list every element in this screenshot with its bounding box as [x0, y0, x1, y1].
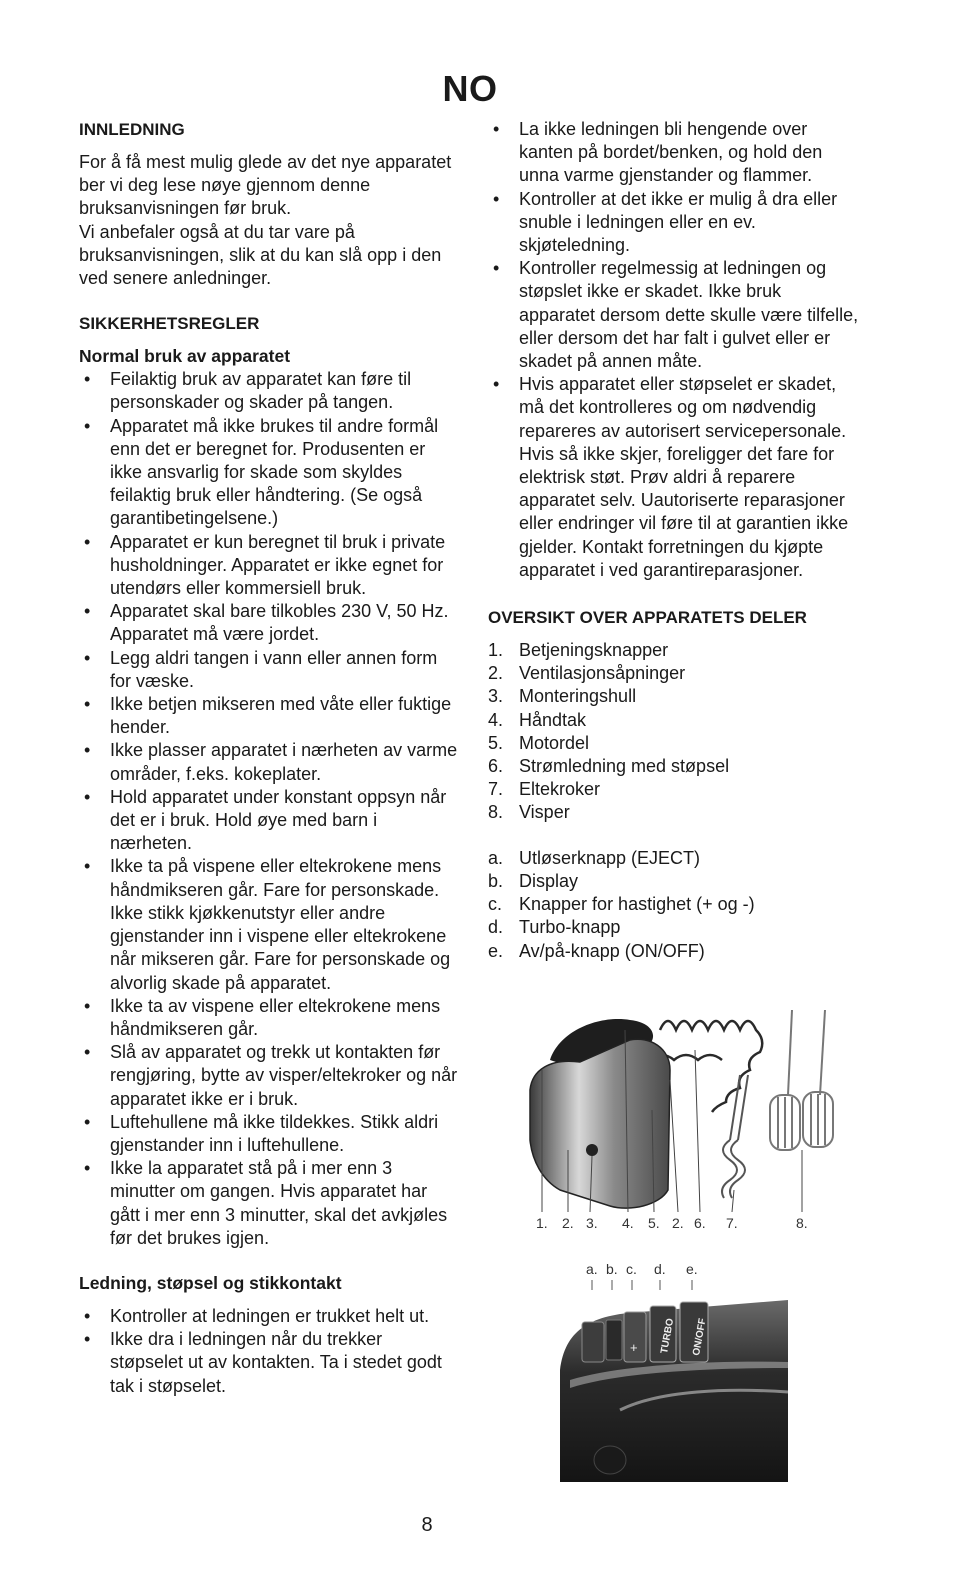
page-language-code: NO — [442, 68, 498, 109]
controls-list-item: c. Knapper for hastighet (+ og -) — [488, 894, 755, 915]
controls-list-item: d. Turbo-knapp — [488, 917, 621, 938]
list-item: • Hvis apparatet eller støpselet er skadet, må det kontrolleres og om nødvendig repareres av autorisert servicepersonale. Hvis så ikke skjer, foreligger det fare for elektrisk støt. Prøv aldri å reparere apparatet selv. Uautoriserte reparasjoner eller endringer vil føre til at garantien ikke gjelder. Kontakt forretningen du kjøpte apparatet i ved garantireparasjoner. — [488, 373, 860, 582]
list-item: • Slå av apparatet og trekk ut kontakten før rengjøring, bytte av visper/eltekroker og når apparatet ikke er i bruk. — [79, 1041, 459, 1111]
list-item: • Apparatet må ikke brukes til andre formål enn det er beregnet for. Produsenten er ikke ansvarlig for skade som skyldes feilaktig bruk eller håndtering. (Se også garantibetingelsene.) — [79, 415, 459, 531]
list-item: • Ikke ta på vispene eller eltekrokene mens håndmikseren går. Fare for personskade. Ikke stikk kjøkkenutstyr eller andre gjenstander inn i vispene eller eltekrokene når mikseren går. Fare for personskade og alvorlig skade på apparatet. — [79, 855, 459, 994]
intro-paragraph-2: Vi anbefaler også at du tar vare på bruksanvisningen, slik at du kan slå opp i den ved senere anledninger. — [79, 221, 442, 289]
callout-label: 2. — [562, 1215, 574, 1231]
parts-list-item: 6. Strømledning med støpsel — [488, 756, 730, 777]
callout-label: 3. — [586, 1215, 598, 1231]
list-item: • La ikke ledningen bli hengende over kanten på bordet/benken, og hold den unna varme gjenstander og flammer. — [488, 118, 860, 188]
callout-label: 4. — [622, 1215, 634, 1231]
list-item: • Apparatet skal bare tilkobles 230 V, 50 Hz. Apparatet må være jordet. — [79, 600, 459, 646]
list-item: • Legg aldri tangen i vann eller annen form for væske. — [79, 647, 459, 693]
parts-list-item: 4. Håndtak — [488, 709, 587, 730]
list-item: • Ikke ta av vispene eller eltekrokene mens håndmikseren går. — [79, 995, 459, 1041]
list-item: • Kontroller regelmessig at ledningen og støpslet ikke er skadet. Ikke bruk apparatet dersom dette skulle være tilfelle, eller dersom det har falt i gulvet eller er skadet på annen måte. — [488, 257, 860, 373]
parts-list-item: 3. Monteringshull — [488, 686, 637, 707]
list-item: • Apparatet er kun beregnet til bruk i private husholdninger. Apparatet er ikke egnet for utendørs eller kommersiell bruk. — [79, 531, 459, 601]
callout-label: 7. — [726, 1215, 738, 1231]
control-panel-figure — [560, 1260, 788, 1482]
callout-label: a. — [586, 1261, 598, 1277]
controls-list-item: e. Av/på-knapp (ON/OFF) — [488, 940, 705, 961]
callout-label: b. — [606, 1261, 618, 1277]
parts-list-item: 5. Motordel — [488, 732, 590, 753]
parts-list-item: 2. Ventilasjonsåpninger — [488, 663, 686, 684]
parts-list-item: 7. Eltekroker — [488, 779, 601, 800]
beaters — [770, 1010, 833, 1150]
power-cord-coil — [660, 1021, 762, 1112]
speed-plus-label: + — [630, 1340, 638, 1355]
controls-list — [488, 847, 860, 963]
parts-list-item: 1. Betjeningsknapper — [488, 640, 669, 661]
left-column — [79, 118, 459, 1398]
list-item: • Hold apparatet under konstant oppsyn når det er i bruk. Hold øye med barn i nærheten. — [79, 786, 459, 856]
list-item: • Ikke la apparatet stå på i mer enn 3 minutter om gangen. Hvis apparatet har gått i mer enn 3 minutter, skal det avkjøles før det brukes igjen. — [79, 1157, 459, 1250]
cord-subheading: Ledning, støpsel og stikkontakt — [79, 1272, 342, 1293]
list-item: • Kontroller at det ikke er mulig å dra eller snuble i ledningen eller en ev. skjøteledning. — [488, 188, 860, 258]
list-item: • Ikke dra i ledningen når du trekker støpselet ut av kontakten. Ta i stedet godt tak i støpselet. — [79, 1328, 459, 1398]
controls-list-item: b. Display — [488, 870, 579, 891]
intro-heading: INNLEDNING — [79, 120, 185, 139]
eject-button — [582, 1322, 604, 1362]
callout-label: 8. — [796, 1215, 808, 1231]
normal-use-subheading: Normal bruk av apparatet — [79, 346, 291, 367]
display — [606, 1320, 622, 1360]
parts-list — [488, 639, 860, 825]
controls-list-item: a. Utløserknapp (EJECT) — [488, 847, 701, 868]
right-column — [488, 118, 860, 963]
cord-list — [79, 1305, 459, 1398]
parts-list-item: 8. Visper — [488, 802, 570, 823]
safety-heading: SIKKERHETSREGLER — [79, 314, 260, 334]
intro-paragraph-1: For å få mest mulig glede av det nye apparatet ber vi deg lese nøye gjennom denne bruksanvisningen før bruk. — [79, 152, 452, 219]
list-item: • Kontroller at ledningen er trukket helt ut. — [79, 1305, 459, 1328]
list-item: • Ikke plasser apparatet i nærheten av varme områder, f.eks. kokeplater. — [79, 739, 459, 785]
callout-label: d. — [654, 1261, 666, 1277]
callout-label: 5. — [648, 1215, 660, 1231]
on-off-button-label: ON/OFF — [691, 1317, 709, 1357]
mixer-body — [530, 1039, 670, 1208]
turbo-button-label: TURBO — [659, 1317, 677, 1355]
callout-label: 6. — [694, 1215, 706, 1231]
list-item: • Ikke betjen mikseren med våte eller fuktige hender. — [79, 693, 459, 739]
callout-label: 1. — [536, 1215, 548, 1231]
callout-label: c. — [626, 1261, 637, 1277]
callout-label: 2. — [672, 1215, 684, 1231]
cord-list-continued — [488, 118, 860, 582]
list-item: • Feilaktig bruk av apparatet kan føre til personskader og skader på tangen. — [79, 368, 459, 414]
dough-hooks — [722, 1075, 748, 1198]
list-item: • Luftehullene må ikke tildekkes. Stikk aldri gjenstander inn i luftehullene. — [79, 1111, 459, 1157]
overview-heading: OVERSIKT OVER APPARATETS DELER — [488, 608, 807, 628]
callout-label: e. — [686, 1261, 698, 1277]
page-number: 8 — [421, 1514, 433, 1536]
normal-use-list — [79, 368, 459, 1250]
mixer-parts-figure — [520, 1000, 850, 1235]
